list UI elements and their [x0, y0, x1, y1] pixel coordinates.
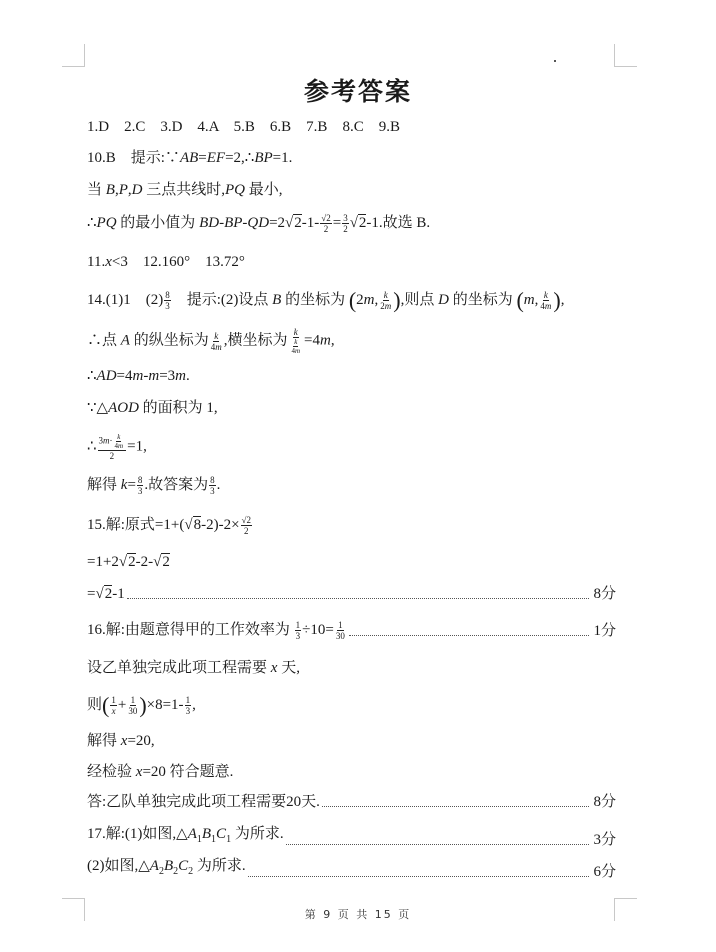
answer-17: 17.解:(1)如图$,\triangle A_1B_1C_1$ 为所求. 3分 — [87, 826, 616, 848]
answer-17-line2: (2)如图$,\triangle A_2B_2C_2$ 为所求. 6分 — [87, 858, 616, 880]
answers-11-13: 11.x<3 12.160° 13.72° — [87, 254, 245, 270]
answer-14-line6: 解得 k= $\frac{8}{3}$ .故答案为 $\frac{8}{3}$ . — [87, 475, 221, 497]
answer-16-line3: 则( $\frac{1}{x}$ + $\frac{1}{30}$ )×8=1- $\frac{1}{3}$ , — [87, 692, 196, 718]
speck — [554, 60, 556, 62]
answer-16: 16.解:由题意得甲的工作效率为 $\frac{1}{3}$ ÷10= $\frac{1}{30}$ 1分 — [87, 620, 616, 642]
answer-10-line3: ∴PQ 的最小值为 BD-BP-QD=2√2-1- $\frac{√2}{2}$ = $\frac{3}{2}$ √2-1.故选 B. — [87, 213, 431, 235]
page-title: 参考答案 — [303, 77, 412, 106]
score-16a: 1分 — [593, 623, 616, 640]
answer-10-line2: 当 B,P,D 三点共线时,PQ 最小, — [87, 182, 283, 198]
answer-10: 10.B 提示:∵AB=EF=2,∴BP=1. — [87, 150, 293, 166]
answer-14-line3: ∴AD=4m-m=3m. — [87, 368, 190, 384]
answer-14-line2: ∴点 A 的纵坐标为 $\frac{k}{4m}$ ,横坐标为 $\frac{k}{\frac{k}{4m}}$ =4m, — [87, 327, 335, 355]
crop-mark-top-left — [62, 44, 85, 67]
crop-mark-top-right — [614, 44, 637, 67]
answer-15-line2: =1+2√2-2-√2 — [87, 554, 170, 570]
answer-15: 15.解:原式=1+(√8-2)-2× $\frac{√2}{2}$ — [87, 515, 251, 537]
answers-1-9: 1.D 2.C 3.D 4.A 5.B 6.B 7.B 8.C 9.B — [87, 119, 400, 135]
answer-16-line5: 经检验 x=20 符合题意. — [87, 764, 234, 780]
answer-16-line4: 解得 x=20, — [87, 733, 155, 749]
score-17b: 6分 — [593, 864, 616, 880]
answer-15-line3: =√2-1 8分 — [87, 586, 616, 602]
score-17a: 3分 — [593, 832, 616, 848]
score-16b: 8分 — [593, 794, 616, 810]
answer-14-line5: ∴ 3m· $\frac{k}{4m}$ 2 =1, — [87, 433, 147, 461]
answer-16-line2: 设乙单独完成此项工程需要 x 天, — [87, 660, 300, 676]
answer-16-line6 — [87, 792, 616, 812]
page-footer: 第 9 页 共 15 页 — [304, 908, 412, 921]
answer-14: 14.(1)1 (2) $\frac{8}{3}$ 提示:(2)设点 B 的坐标为 (2m, $\frac{k}{2m}$ ),则点 D 的坐标为 (m, $\frac{k}{4m}$ ), — [87, 287, 565, 313]
score-15: 8分 — [593, 586, 616, 602]
answer-16-conclusion: 答:乙队单独完成此项工程需要20天. — [87, 794, 320, 810]
answer-14-line4: ∵△AOD 的面积为 1, — [87, 400, 218, 416]
